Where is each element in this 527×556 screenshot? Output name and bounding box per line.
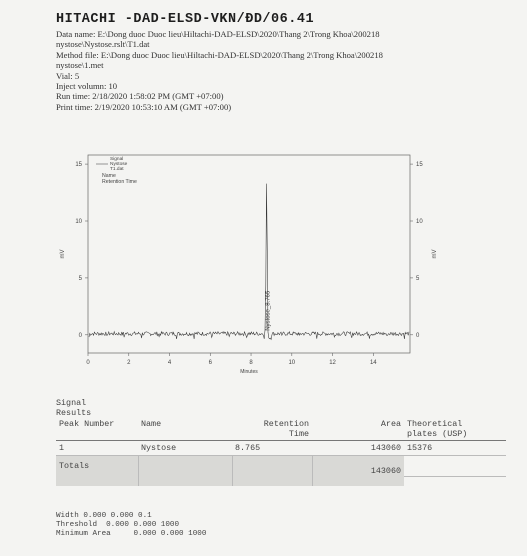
results-table-header [56, 418, 506, 441]
method-file-line-cont: nystose\1.met [56, 60, 104, 71]
x-tick-label: 0 [86, 360, 90, 366]
y-tick-label-right: 0 [416, 332, 420, 339]
inject-volume-line: Inject volumn: 10 [56, 81, 118, 92]
run-time-line: Run time: 2/18/2020 1:58:02 PM (GMT +07:00) [56, 91, 224, 102]
data-name-line: Data name: E:\Dong duoc Duoc lieu\Hiltachi-DAD-ELSD\2020\Thang 2\Trong Khoa\200218 [56, 29, 380, 39]
y-tick-label-left: 0 [78, 332, 82, 339]
legend-series: Nystose [110, 162, 128, 167]
col-theoretical-plates: Theoretical plates (USP) [407, 419, 468, 439]
y-axis-label-left: mV [60, 249, 66, 259]
cell-area: 143060 [370, 443, 401, 453]
y-tick-label-right: 5 [416, 275, 420, 282]
y-tick-label-left: 5 [78, 275, 82, 282]
report-header [56, 12, 516, 112]
print-time-line: Print time: 2/19/2020 10:53:10 AM (GMT +07:00) [56, 101, 232, 112]
x-tick-label: 2 [127, 360, 131, 366]
x-tick-label: 4 [167, 360, 172, 366]
method-file-line: Method file: E:\Dong duoc Duoc lieu\Hiltachi-DAD-ELSD\2020\Thang 2\Trong Khoa\200218 [56, 49, 383, 60]
cell-retention-time: 8.765 [235, 443, 261, 453]
legend-file: T1.dat [110, 167, 124, 172]
threshold-param: Threshold 0.000 0.000 1000 [56, 521, 180, 529]
x-tick-label: 8 [249, 360, 253, 366]
results-label: Results [56, 408, 92, 418]
table-row [56, 441, 506, 456]
totals-empty-retention [232, 456, 312, 486]
totals-empty-plates [404, 456, 506, 486]
x-axis-label: Minutes [240, 369, 258, 375]
peak-label: Nystose_8.765 [265, 290, 272, 331]
totals-row [56, 456, 506, 477]
col-area: Area [380, 419, 401, 429]
x-tick-label: 14 [369, 360, 377, 366]
y-tick-label-left: 15 [75, 162, 82, 169]
y-axis-label-right: mV [432, 249, 438, 259]
x-tick-label: 10 [288, 360, 296, 366]
legend-retention-time: Retention Time [102, 179, 137, 185]
totals-empty-name [138, 456, 232, 486]
col-retention-time: Retention Time [263, 419, 309, 439]
integration-params [56, 512, 206, 539]
cell-theoretical-plates: 15376 [407, 443, 433, 453]
x-tick-label: 6 [208, 360, 212, 366]
signal-label: Signal [56, 398, 87, 408]
width-param: Width 0.000 0.000 0.1 [56, 512, 152, 520]
y-tick-label-left: 10 [75, 219, 82, 225]
col-peak-number: Peak Number [59, 419, 115, 429]
results-section [56, 398, 506, 477]
chromatogram-chart [50, 145, 438, 385]
cell-name: Nystose [141, 443, 177, 453]
y-tick-label-right: 10 [416, 219, 423, 225]
report-title: HITACHI -DAD-ELSD-VKN/ĐD/06.41 [56, 12, 315, 27]
legend-name: Name [102, 173, 116, 179]
run-metadata [56, 29, 516, 112]
x-tick-label: 12 [329, 360, 336, 366]
y-tick-label-right: 15 [416, 162, 423, 169]
totals-label: Totals [56, 456, 138, 486]
vial-line: Vial: 5 [56, 70, 80, 81]
data-name-line-cont: nystose\Nystose.rslt\T1.dat [56, 39, 150, 50]
signal-trace [89, 184, 409, 340]
col-name: Name [141, 419, 162, 429]
cell-peak-number: 1 [59, 443, 65, 453]
legend-signal: Signal [110, 157, 124, 162]
min-area-param: Minimum Area 0.000 0.000 1000 [56, 530, 207, 538]
totals-area: 143060 [312, 456, 404, 486]
